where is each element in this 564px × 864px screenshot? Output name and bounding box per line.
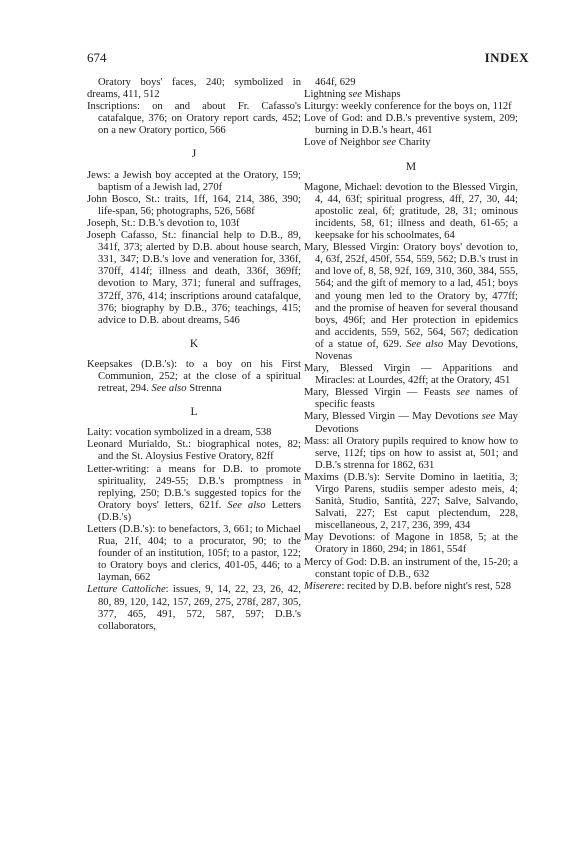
see-label: see [456,387,470,399]
entry-text: Mary, Blessed Virgin: Oratory boys' devotion to, 4, 63f, 252f, 450f, 554, 559, 562; D.B.'s trust in and love of, 8, 58, 92f, 169, 310, 360, 384, 555, 564; and the gift of memory to a lad, 451; boys and young men led to the Oratory by, 477ff; and the promise of heaven for several thousand boys, 496f; and Her protection in epidemics and accidents, 559, 562, 564, 567; dedication of a statue of, 629. [304,242,518,350]
entry-text: Mary, Blessed Virgin — Feasts [304,387,451,399]
entry-text: Leonard Murialdo, St.: biographical notes, 82; and the St. Aloysius Festive Oratory, 82ff [87,439,301,463]
section-letter: L [190,406,198,419]
running-head: INDEX [484,50,529,65]
index-entry [87,218,301,230]
section-letter: M [405,160,417,173]
entry-text: Maxims (D.B.'s): Servite Domino in laetitia, 3; Virgo Parens, studiis semper adesto meis, 4; Sanità, Studio, Santità, 227; Salve, Salvando, Salvati, 227; Est caput plectendum, 228, miscellaneous, 2, 217, 236, 399, 434 [304,471,518,532]
see-label: see [348,89,362,101]
see-reference: Charity [398,137,431,149]
index-entry [304,182,518,242]
entry-text: Mercy of God: D.B. an instrument of the, 15-20; a constant topic of D.B., 632 [304,556,518,580]
page-header [87,50,529,68]
entry-italic-head: Letture Cattoliche [87,584,166,596]
see-also-label: See also [406,338,444,350]
entry-text: May Devotions: of Magone in 1858, 5; at the Oratory in 1860, 294; in 1861, 554f [304,532,518,556]
entry-text: Mass: all Oratory pupils required to know how to serve, 112f; tips on how to assist at, 501; and D.B.'s strenna for 1862, 631 [304,435,518,471]
entry-italic-head: Miserere [304,580,342,592]
index-entry [304,242,518,363]
index-entry [304,532,518,556]
index-entry [87,464,301,524]
page-number: 674 [87,50,107,65]
entry-text: Laity: vocation symbolized in a dream, 538 [87,427,272,439]
see-reference: names of specific feasts [315,387,518,411]
see-also-label: See also [151,383,187,395]
section-letter: K [189,337,199,350]
index-entry [304,581,518,593]
index-entry [87,194,301,218]
index-entry [304,363,518,387]
index-entry [304,411,518,435]
entry-text: Letter-writing: a means for D.B. to promote spirituality, 249-55; D.B.'s promptness in replying, 250; D.B.'s suggested topics for the Oratory boys' letters, 621f. [87,463,301,511]
see-reference: May Devotions, Novenas [315,338,518,362]
see-also-label: See also [227,499,266,511]
see-reference: Letters (D.B.'s) [98,499,301,523]
index-entry [304,557,518,581]
index-entry [304,101,518,113]
index-entry [304,89,518,101]
entry-text: Inscriptions: on and about Fr. Cafasso's catafalque, 376; on Oratory report cards, 452; on a new Oratory portico, 566 [87,101,301,137]
entry-text: Love of Neighbor [304,137,380,149]
entry-text: Mary, Blessed Virgin — May Devotions [304,411,479,423]
left-column [87,77,301,633]
index-entry [87,359,301,395]
index-entry [304,436,518,472]
entry-text: Letters (D.B.'s): to benefactors, 3, 661; to Michael Rua, 21f, 404; to a procurator, 90; to the founder of an institution, 105f; to a pastor, 122; to Oratory boys and clerics, 401-05, 446; to a layman, 662 [87,524,301,584]
entry-text: Love of God: and D.B.'s preventive system, 209; burning in D.B.'s heart, 461 [304,113,518,137]
index-entry [304,137,518,149]
index-entry [87,77,301,101]
index-entry [87,584,301,632]
see-reference: Mishaps [364,89,401,101]
right-column [304,77,518,593]
see-label: see [481,411,496,423]
index-entry [87,439,301,463]
entry-text: Joseph, St.: D.B.'s devotion to, 103f [87,217,240,229]
index-entry [87,170,301,194]
entry-text: Lightning [304,89,346,101]
section-letter: J [191,148,197,161]
index-entry [87,230,301,327]
index-entry [304,472,518,532]
entry-text: Magone, Michael: devotion to the Blessed Virgin, 4, 44, 63f; spiritual progress, 4ff, 27, 30, 44; apostolic zeal, 6f; gratitude, 28, 31; ominous incidents, 58, 61; illness and death, 61-65; a keepsake for his schoolmates, 64 [304,181,518,242]
index-entry [304,387,518,411]
index-entry [304,113,518,137]
entry-text: Keepsakes (D.B.'s): to a boy on his First Communion, 252; at the close of a spiritual retreat, 294. [87,358,301,395]
entry-text: : recited by D.B. before night's rest, 528 [341,580,512,592]
see-label: see [382,137,397,149]
entry-text: Jews: a Jewish boy accepted at the Oratory, 159; baptism of a Jewish lad, 270f [87,169,301,193]
entry-text: 464f, 629 [315,77,356,88]
entry-text: Liturgy: weekly conference for the boys on, 112f [304,101,512,113]
index-entry [87,427,301,439]
entry-text: Joseph Cafasso, St.: financial help to D.B., 89, 341f, 373; alerted by D.B. about house search, 331, 347; D.B.'s love and veneration for, 336f, 370ff, 414f; illness and death, 336f, 369ff; devotion to Mary, 371; funeral and suffrages, 372ff, 376, 414; inscriptions around catafalque, 376; biography by D.B., 376; teachings, 415; advice to D.B. about dreams, 546 [87,230,301,326]
see-reference: May Devotions [315,411,518,435]
entry-text: Mary, Blessed Virgin — Apparitions and Miracles: at Lourdes, 42ff; at the Oratory, 451 [304,363,518,387]
index-entry [87,101,301,137]
entry-text: : issues, 9, 14, 22, 23, 26, 42, 80, 89, 120, 142, 157, 269, 275, 278f, 287, 305, 377, 465, 491, 572, 587, 597; D.B.'s collaborators, [98,584,301,632]
index-entry [304,77,518,89]
entry-text: Oratory boys' faces, 240; symbolized in dreams, 411, 512 [87,77,301,101]
entry-text: John Bosco, St.: traits, 1ff, 164, 214, 386, 390; life-span, 56; photographs, 526, 568f [87,193,301,217]
see-reference: Strenna [189,383,222,395]
index-entry [87,524,301,584]
